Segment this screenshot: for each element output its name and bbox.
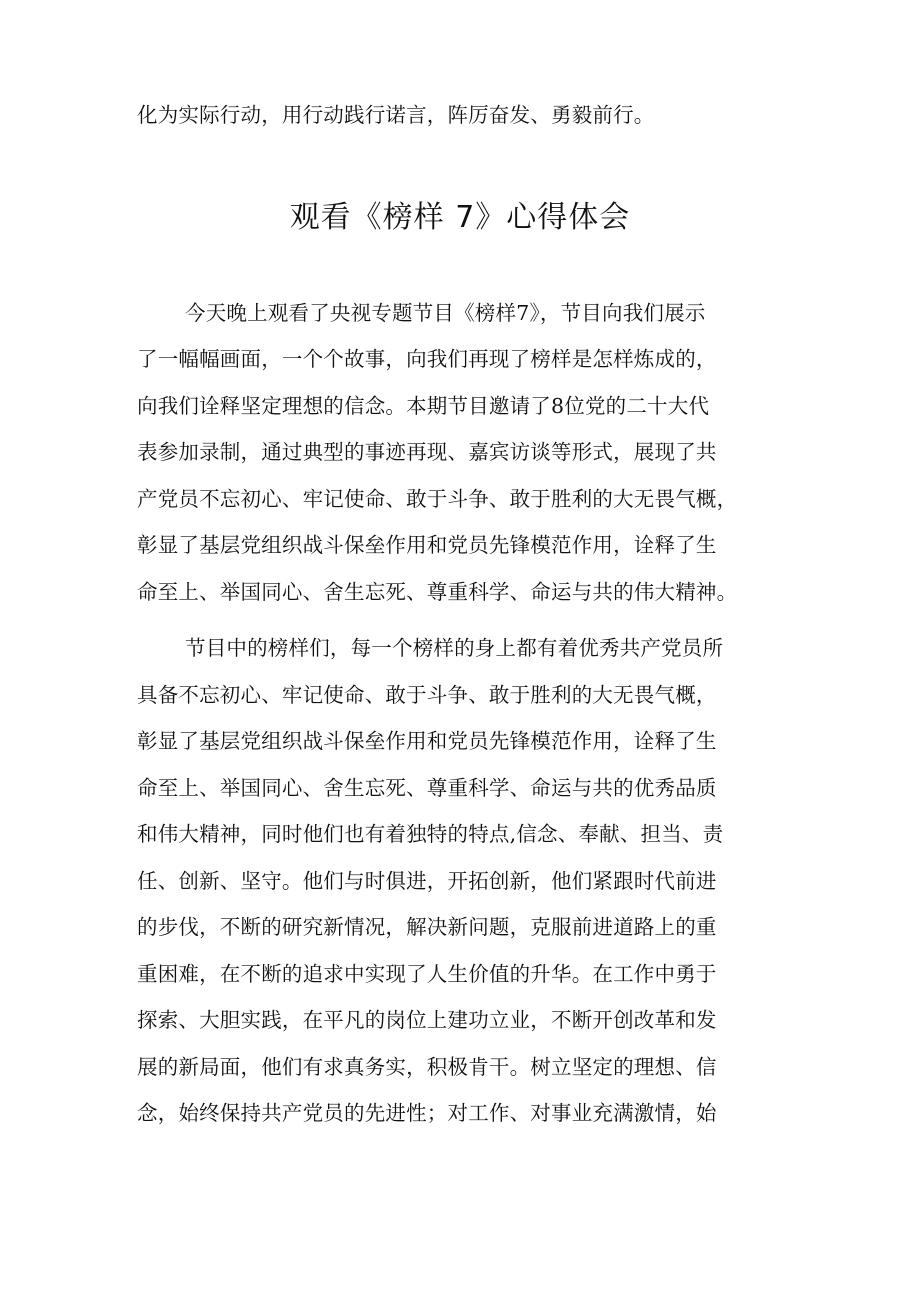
text-line: 任、创新、坚守。他们与时俱进，开拓创新，他们紧跟时代前进 xyxy=(137,869,717,893)
text-line: 展的新局面，他们有求真务实，积极肯干。树立坚定的理想、信 xyxy=(137,1055,717,1079)
text-line: 节目中的榜样们，每一个榜样的身上都有着优秀共产党员所 xyxy=(185,636,724,660)
text-line: 今天晚上观看了央视专题节目《榜样7》，节目向我们展示 xyxy=(185,301,706,325)
text-line: 彰显了基层党组织战斗保垒作用和党员先锋模范作用，诠释了生 xyxy=(137,729,717,753)
text-line: 重困难，在不断的追求中实现了人生价值的升华。在工作中勇于 xyxy=(137,962,717,986)
page-title: 观看《榜样 7》心得体会 xyxy=(289,200,631,235)
text-line: 命至上、举国同心、舍生忘死、尊重科学、命运与共的优秀品质 xyxy=(137,776,717,800)
text-line: 彰显了基层党组织战斗保垒作用和党员先锋模范作用，诠释了生 xyxy=(137,533,717,557)
text-line: 产党员不忘初心、牢记使命、敢于斗争、敢于胜利的大无畏气概， xyxy=(137,487,738,511)
text-line: 和伟大精神，同时他们也有着独特的特点,信念、奉献、担当、责 xyxy=(137,822,724,846)
text-line: 了一幅幅画面，一个个故事，向我们再现了榜样是怎样炼成的， xyxy=(137,347,717,371)
text-line: 具备不忘初心、牢记使命、敢于斗争、敢于胜利的大无畏气概， xyxy=(137,683,717,707)
text-line: 念，始终保持共产党员的先进性；对工作、对事业充满激情，始 xyxy=(137,1101,717,1125)
text-line: 探索、大胆实践，在平凡的岗位上建功立业，不断开创改革和发 xyxy=(137,1008,717,1032)
text-line: 表参加录制，通过典型的事迹再现、嘉宾访谈等形式，展现了共 xyxy=(137,440,717,464)
text-line: 向我们诠释坚定理想的信念。本期节目邀请了8位党的二十大代 xyxy=(137,394,710,418)
text-line: 命至上、举国同心、舍生忘死、尊重科学、命运与共的伟大精神。 xyxy=(137,580,738,604)
text-line: 的步伐，不断的研究新情况，解决新问题，克服前进道路上的重 xyxy=(137,915,717,939)
carryover-line: 化为实际行动，用行动践行诺言，阵厉奋发、勇毅前行。 xyxy=(137,103,655,127)
